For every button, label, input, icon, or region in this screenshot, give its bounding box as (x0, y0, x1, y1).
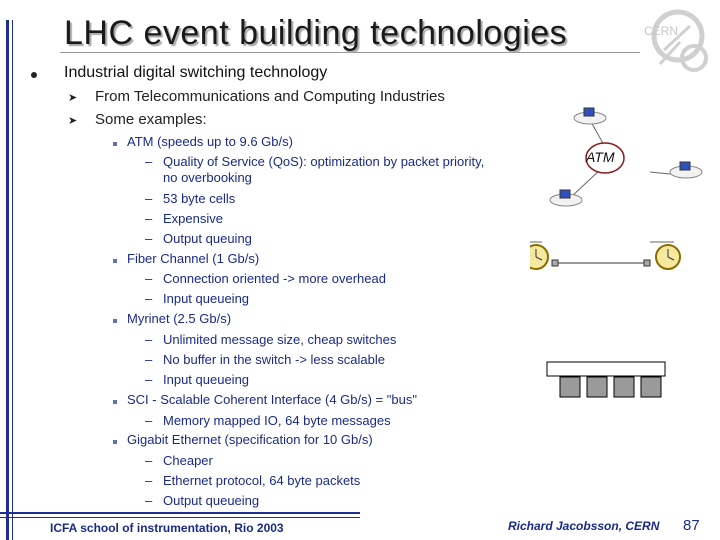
frame-bottom-bar-thin (0, 517, 360, 518)
example-bullet-myrinet (113, 319, 117, 323)
atm-item-1: Quality of Service (QoS): optimization by packet priority, (163, 154, 485, 169)
atm-item-3: Expensive (163, 211, 223, 226)
dash: – (145, 231, 153, 246)
cern-watermark-text: CERN (644, 24, 679, 38)
level2-text-1: From Telecommunications and Computing Industries (95, 88, 445, 105)
sci-item-1: Memory mapped IO, 64 byte messages (163, 413, 391, 428)
level2-bullet-1: ➤ (68, 92, 78, 104)
gbe-item-2: Ethernet protocol, 64 byte packets (163, 473, 361, 488)
myrinet-item-1: Unlimited message size, cheap switches (163, 332, 397, 347)
workstation-icon (550, 190, 582, 206)
level2-text-2: Some examples: (95, 111, 207, 128)
dash: – (145, 493, 153, 508)
example-bullet-atm (113, 142, 117, 146)
frame-left-bar (6, 20, 9, 540)
atm-switch-label: ATM (586, 149, 615, 165)
clock-icon (656, 245, 680, 269)
dash: – (145, 473, 153, 488)
dash: – (145, 271, 153, 286)
example-gigabit-ethernet: Gigabit Ethernet (specification for 10 Gb/s) (127, 432, 373, 447)
example-bullet-sci (113, 400, 117, 404)
page-number: 87 (683, 517, 700, 534)
dash: – (145, 352, 153, 367)
network-illustration (530, 100, 720, 420)
frame-left-bar-thin (12, 20, 13, 540)
cern-logo-icon (640, 6, 710, 78)
cern-logo-watermark (640, 6, 710, 78)
sci-bus-diagram (547, 362, 665, 397)
myrinet-item-2: No buffer in the switch -> less scalable (163, 352, 385, 367)
example-myrinet: Myrinet (2.5 Gb/s) (127, 311, 232, 326)
level2-bullet-2: ➤ (68, 115, 78, 127)
dash: – (145, 372, 153, 387)
level1-text: Industrial digital switching technology (64, 64, 328, 81)
atm-item-1-cont: no overbooking (163, 170, 252, 185)
myrinet-item-3: Input queueing (163, 372, 250, 387)
example-sci: SCI - Scalable Coherent Interface (4 Gb/s) = "bus" (127, 392, 417, 407)
clock-icon (530, 245, 548, 269)
workstation-icon (574, 108, 606, 124)
gbe-item-1: Cheaper (163, 453, 213, 468)
atm-item-4: Output queuing (163, 231, 252, 246)
dash: – (145, 154, 153, 169)
gbe-item-3: Output queueing (163, 493, 260, 508)
dash: – (145, 191, 153, 206)
atm-item-2: 53 byte cells (163, 191, 236, 206)
level1-bullet (31, 72, 37, 78)
footer-left-text: ICFA school of instrumentation, Rio 2003 (50, 521, 284, 535)
dash: – (145, 453, 153, 468)
fiber-item-2: Input queueing (163, 291, 250, 306)
dash: – (145, 413, 153, 428)
dash: – (145, 211, 153, 226)
fiber-item-1: Connection oriented -> more overhead (163, 271, 386, 286)
example-bullet-gbe (113, 440, 117, 444)
example-atm: ATM (speeds up to 9.6 Gb/s) (127, 134, 293, 149)
slide-title: LHC event building technologies (64, 14, 568, 52)
example-bullet-fiber (113, 259, 117, 263)
workstation-icon (670, 162, 702, 178)
example-fiber-channel: Fiber Channel (1 Gb/s) (127, 251, 260, 266)
footer-right-text: Richard Jacobsson, CERN (508, 519, 660, 533)
dash: – (145, 291, 153, 306)
frame-bottom-bar (0, 512, 360, 514)
dash: – (145, 332, 153, 347)
